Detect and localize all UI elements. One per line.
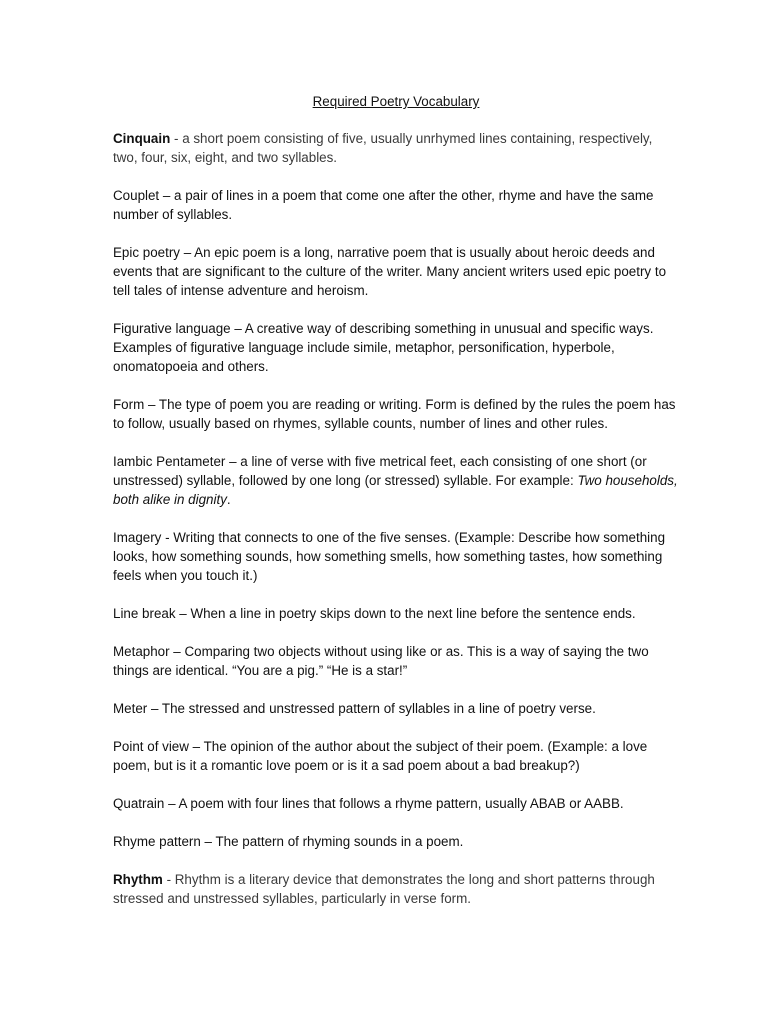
- vocab-definition: a pair of lines in a poem that come one after the other, rhyme and have the same number of syllables.: [113, 188, 654, 222]
- vocab-entry-rhythm: [113, 870, 679, 908]
- vocab-separator: –: [159, 188, 175, 203]
- vocab-definition: When a line in poetry skips down to the next line before the sentence ends.: [190, 606, 636, 621]
- vocab-term: Line break: [113, 606, 176, 621]
- vocab-term: Quatrain: [113, 796, 165, 811]
- vocab-entry-cinquain: [113, 129, 679, 167]
- vocab-definition: The pattern of rhyming sounds in a poem.: [215, 834, 464, 849]
- vocab-entry-point-of-view: [113, 737, 679, 775]
- vocab-separator: –: [225, 454, 241, 469]
- vocab-term: Rhyme pattern: [113, 834, 201, 849]
- vocab-separator: –: [230, 321, 245, 336]
- vocab-definition: An epic poem is a long, narrative poem that is usually about heroic deeds and events that are significant to the culture of the writer. Many ancient writers used epic poetry to tell tales of intense adventure and heroism.: [113, 245, 667, 298]
- vocab-term: Form: [113, 397, 145, 412]
- vocab-term: Meter: [113, 701, 148, 716]
- vocab-separator: –: [188, 739, 204, 754]
- vocab-entry-imagery: [113, 528, 679, 585]
- vocab-entry-couplet: [113, 186, 679, 224]
- vocab-term: Figurative language: [113, 321, 231, 336]
- vocab-separator: -: [170, 131, 183, 146]
- vocab-definition: A creative way of describing something in unusual and specific ways. Examples of figurative language include simile, metaphor, personification, hyperbole, onomatopoeia and others.: [113, 321, 654, 374]
- vocab-entry-meter: [113, 699, 679, 718]
- vocab-definition: a line of verse with five metrical feet, each consisting of one short (or unstressed) syllable, followed by one long (or stressed) syllable. For example:: [113, 454, 647, 488]
- vocab-separator: –: [144, 397, 159, 412]
- vocab-separator: –: [164, 796, 179, 811]
- vocab-separator: –: [180, 245, 195, 260]
- vocab-entry-rhyme-pattern: [113, 832, 679, 851]
- vocab-definition: Writing that connects to one of the five senses. (Example: Describe how something looks, how something sounds, how something smells, how something tastes, how something feels when you touch it.): [113, 530, 666, 583]
- vocab-term: Imagery: [113, 530, 162, 545]
- vocab-entry-metaphor: [113, 642, 679, 680]
- vocab-definition: Comparing two objects without using like or as. This is a way of saying the two things are identical. “You are a pig.” “He is a star!”: [113, 644, 649, 678]
- vocab-term: Cinquain: [113, 131, 171, 146]
- vocab-example: Two households, both alike in dignity: [113, 473, 678, 507]
- vocab-definition: A poem with four lines that follows a rhyme pattern, usually ABAB or AABB.: [178, 796, 624, 811]
- vocab-entry-figurative-language: [113, 319, 679, 376]
- vocab-definition: The stressed and unstressed pattern of syllables in a line of poetry verse.: [161, 701, 596, 716]
- vocab-definition: Rhythm is a literary device that demonstrates the long and short patterns through stressed and unstressed syllables, particularly in verse form.: [113, 872, 655, 906]
- vocab-separator: -: [162, 872, 175, 887]
- vocab-term: Rhythm: [113, 872, 163, 887]
- vocab-separator: –: [200, 834, 216, 849]
- vocab-entry-form: [113, 395, 679, 433]
- vocab-term: Iambic Pentameter: [113, 454, 226, 469]
- vocab-definition: a short poem consisting of five, usually unrhymed lines containing, respectively, two, four, six, eight, and two syllables.: [113, 131, 653, 165]
- vocab-definition: The opinion of the author about the subject of their poem. (Example: a love poem, but is it a romantic love poem or is it a sad poem about a bad breakup?): [113, 739, 648, 773]
- vocab-term: Point of view: [113, 739, 189, 754]
- vocab-separator: –: [169, 644, 185, 659]
- vocab-entry-iambic-pentameter: [113, 452, 679, 509]
- document-page: [113, 92, 679, 927]
- vocab-entry-quatrain: [113, 794, 679, 813]
- vocab-separator: –: [175, 606, 191, 621]
- vocab-separator: -: [161, 530, 174, 545]
- vocab-example-end: .: [226, 492, 231, 507]
- vocab-term: Couplet: [113, 188, 160, 203]
- vocab-definition: The type of poem you are reading or writing. Form is defined by the rules the poem has to follow, usually based on rhymes, syllable counts, number of lines and other rules.: [113, 397, 676, 431]
- vocab-entry-epic-poetry: [113, 243, 679, 300]
- vocab-entry-line-break: [113, 604, 679, 623]
- vocab-separator: –: [147, 701, 162, 716]
- document-title: Required Poetry Vocabulary: [312, 94, 480, 109]
- vocab-term: Metaphor: [113, 644, 170, 659]
- vocab-term: Epic poetry: [113, 245, 180, 260]
